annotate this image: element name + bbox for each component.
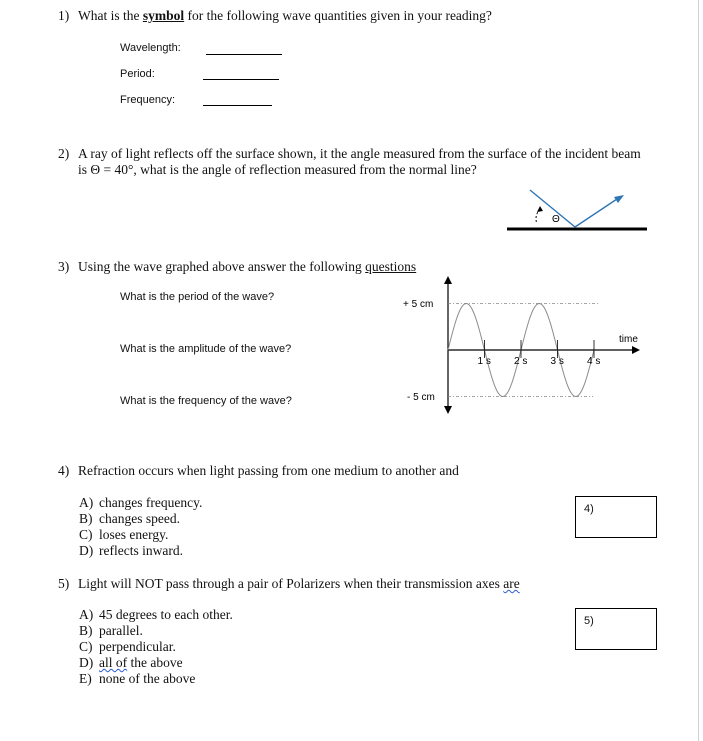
question-text: Using the wave graphed above answer the following — [78, 259, 366, 274]
period-answer-blank[interactable] — [203, 79, 279, 80]
angle-arc-arrowhead — [537, 206, 543, 212]
option-text: 45 degrees to each other. — [99, 607, 233, 622]
question-5 — [58, 576, 520, 592]
reflected-ray-arrowhead — [614, 195, 624, 203]
option-letter: B) — [79, 511, 93, 526]
question-number: 5) — [58, 576, 70, 591]
question-number: 2) — [58, 146, 70, 161]
question-text: What is the — [78, 8, 143, 23]
subquestion-amplitude: What is the amplitude of the wave? — [120, 343, 292, 355]
option-text: changes speed. — [99, 511, 180, 526]
subquestion-frequency: What is the frequency of the wave? — [120, 395, 292, 407]
option-4b[interactable] — [79, 511, 180, 527]
question-number: 4) — [58, 463, 70, 478]
question-4 — [58, 463, 459, 479]
answer-box-4[interactable] — [575, 496, 657, 538]
question-3 — [58, 259, 416, 275]
option-letter: B) — [79, 623, 93, 638]
frequency-label: Frequency: — [120, 94, 176, 106]
wave-graph — [395, 270, 680, 420]
question-keyword: are — [503, 576, 520, 591]
y-tick-label-plus-5cm: + 5 cm — [403, 299, 434, 310]
question-2-line-2: is Θ = 40°, what is the angle of reflection measured from the normal line? — [78, 162, 477, 177]
question-text-rest: for the following wave quantities given in your reading? — [184, 8, 492, 23]
answer-box-label: 5) — [584, 615, 594, 627]
y-axis-arrow-up — [444, 276, 452, 284]
option-4c[interactable] — [79, 527, 168, 543]
option-letter: A) — [79, 495, 94, 510]
x-ticks — [478, 340, 601, 367]
question-number: 3) — [58, 259, 70, 274]
option-5b[interactable] — [79, 623, 143, 639]
option-5e[interactable] — [79, 671, 195, 687]
x-tick-label: 1 s — [477, 356, 491, 367]
reflected-ray — [575, 197, 620, 227]
page-edge — [698, 0, 699, 741]
answer-box-label: 4) — [584, 503, 594, 515]
subquestion-period: What is the period of the wave? — [120, 291, 275, 303]
question-keyword: symbol — [142, 8, 185, 23]
question-keyword: questions — [365, 259, 417, 274]
option-letter: D) — [79, 655, 94, 670]
question-text-line-1: A ray of light reflects off the surface shown, it the angle measured from the surface of the incident beam — [78, 146, 641, 161]
option-4d[interactable] — [79, 543, 183, 559]
question-text: Refraction occurs when light passing from one medium to another and — [78, 463, 459, 478]
wavelength-answer-blank[interactable] — [206, 54, 282, 55]
option-letter: C) — [79, 639, 93, 654]
x-tick-label: 4 s — [587, 356, 601, 367]
wavelength-label: Wavelength: — [120, 42, 181, 54]
option-letter: C) — [79, 527, 93, 542]
question-2 — [58, 146, 641, 162]
y-tick-label-minus-5cm: - 5 cm — [407, 392, 435, 403]
option-5c[interactable] — [79, 639, 176, 655]
option-text: parallel. — [99, 623, 143, 638]
question-number: 1) — [58, 8, 70, 23]
question-1 — [58, 8, 492, 24]
x-axis-arrow — [632, 346, 640, 354]
x-tick-label: 3 s — [550, 356, 564, 367]
option-text: loses energy. — [99, 527, 169, 542]
x-axis-label: time — [619, 334, 638, 345]
option-letter: D) — [79, 543, 94, 558]
question-text: Light will NOT pass through a pair of Polarizers when their transmission axes — [78, 576, 504, 591]
option-keyword: all of — [99, 655, 128, 670]
option-5a[interactable] — [79, 607, 233, 623]
option-letter: E) — [79, 671, 92, 686]
option-text: perpendicular. — [99, 639, 176, 654]
option-text: none of the above — [99, 671, 196, 686]
option-4a[interactable] — [79, 495, 202, 511]
theta-label: Θ — [552, 214, 560, 225]
period-label: Period: — [120, 68, 155, 80]
option-text: the above — [127, 655, 183, 670]
option-text: changes frequency. — [99, 495, 203, 510]
option-text: reflects inward. — [99, 543, 183, 558]
frequency-answer-blank[interactable] — [203, 105, 272, 106]
y-axis-arrow-down — [444, 406, 452, 414]
option-letter: A) — [79, 607, 94, 622]
reflection-diagram — [500, 185, 660, 240]
answer-box-5[interactable] — [575, 608, 657, 650]
x-tick-label: 2 s — [514, 356, 528, 367]
option-5d[interactable] — [79, 655, 183, 671]
